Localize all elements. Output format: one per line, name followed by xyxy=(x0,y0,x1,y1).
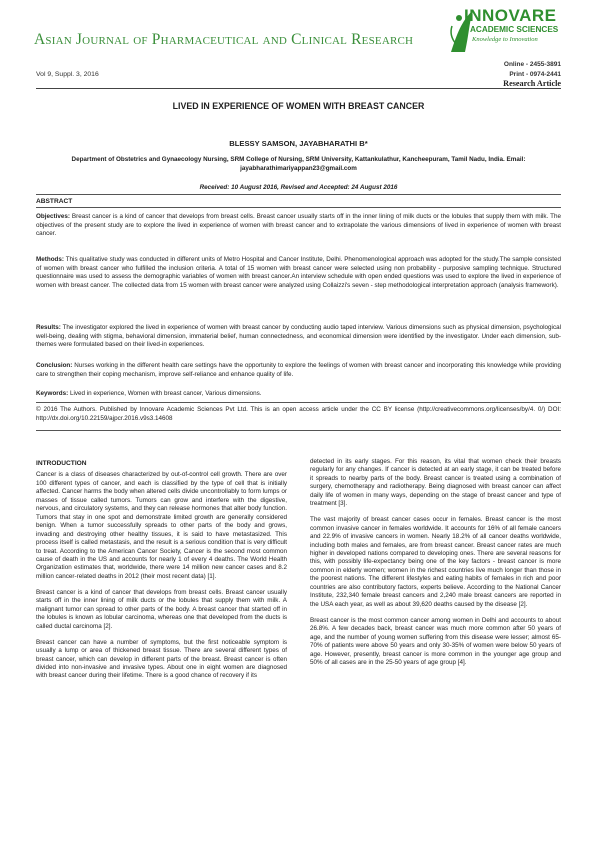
authors: BLESSY SAMSON, JAYABHARATHI B* xyxy=(229,139,368,148)
body-right-column xyxy=(310,458,561,675)
license-rule-top xyxy=(36,402,561,403)
abstract-rule-top xyxy=(36,194,561,195)
article-type: Research Article xyxy=(503,79,561,88)
body-paragraph: detected in its early stages. For this reason, its vital that women check their breasts regularly for any changes. If cancer is detected at an early stage, it can be treated before it spreads to nearby parts of the body. Breast cancer is treated using a combination of surgery, chemotherapy and radiotherapy. Being diagnosed with breast cancer can affect daily life of women in many ways, depending on the stage of breast cancer and type of treatment [3]. xyxy=(310,458,561,508)
journal-title: Asian Journal of Pharmaceutical and Clinical Research xyxy=(34,31,414,48)
objectives-paragraph xyxy=(36,213,561,239)
keywords-text: Lived in experience, Women with breast cancer, Various dimensions. xyxy=(68,390,262,397)
body-paragraph: Breast cancer is the most common cancer among women in Delhi and accounts to about 26.8%. A few decades back, breast cancer was much more common after 50 years of age, and the number of young women suffering from this disease were lesser; almost 65-70% of patients were above 50 years and only 30-35% of women were below 50 years of age. However, presently, breast cancer is more common in the younger age group and 50% of all cases are in the 25-50 years of age group [4]. xyxy=(310,616,561,666)
methods-text: This qualitative study was conducted in different units of Metro Hospital and Cancer Institute, Delhi. Phenomenological approach was adopted for the study.The sample consisted of women with breast cancer who fulfilled the inclusion criteria. A total of 15 women with breast cancer were selected using non probability - purposive sampling technique. Structured questionnaire was used to assess the demographic variables of women with breast cancer.An interview schedule with open ended questions was used to explore the lived in experience of women with breast cancer. The collected data from 15 women with breast cancer were analyzed using Collaizzi's seven - step methodological interpretation approach (analysis framework). xyxy=(36,256,561,290)
issn-print: Print - 0974-2441 xyxy=(509,71,561,78)
results-label: Results: xyxy=(36,324,61,331)
body-left-column xyxy=(36,460,287,688)
body-paragraph: Cancer is a class of diseases characterized by out-of-control cell growth. There are over 100 different types of cancer, and each is classified by the type of cell that is initially affected. Cancer harms the body when altered cells divide uncontrollably to form lumps or masses of tissue called tumors. Tumors can grow and interfere with the digestive, nervous, and circulatory systems, and they can release hormones that alter body function. Tumors that stay in one spot and demonstrate limited growth are generally considered benign. When a tumor successfully spreads to other parts of the body and grows, invading and destroying other healthy tissues, it is said to have metastasized. This process itself is called metastasis, and the result is a serious condition that is very difficult to treat. According to the American Cancer Society, Cancer is the second most common cause of death in the US and accounts for nearly 1 of every 4 deaths. The World Health Organization estimates that, worldwide, there were 14 million new cancer cases and 8.2 million cancer-related deaths in 2012 (their most recent data) [1]. xyxy=(36,471,287,580)
abstract-rule-bottom xyxy=(36,207,561,208)
body-paragraph: Breast cancer can have a number of symptoms, but the first noticeable symptom is usually a lump or area of thickened breast tissue. There are several different types of breast cancer, which can develop in different parts of the breast. Breast cancer is often divided into non-invasive and invasive types. About one in eight women are diagnosed with breast cancer during their lifetime. There is a good chance of recovery if its xyxy=(36,638,287,680)
header-rule xyxy=(36,88,561,89)
abstract-heading: ABSTRACT xyxy=(36,198,73,205)
logo-brand: INNOVARE xyxy=(464,6,557,25)
body-paragraph: The vast majority of breast cancer cases occur in females. Breast cancer is the most common invasive cancer in females worldwide. It accounts for 16% of all female cancers and 22.9% of invasive cancers in women. Nearly 18.2% of all cancer deaths worldwide, including both males and females, are from breast cancer. Breast cancer rates are much higher in developed nations compared to developing ones. There are several reasons for this, with possibly life-expectancy being one of the key factors - breast cancer is more common in elderly women; women in the richest countries live much longer than those in the poorest nations. The different lifestyles and eating habits of females in rich and poor countries are also contributory factors, experts believe. According to the National Cancer Institute, 232,340 female breast cancers and 2,240 male breast cancers are reported in the USA each year, as well as about 39,620 deaths caused by the disease [2]. xyxy=(310,516,561,608)
license-rule-bottom xyxy=(36,430,561,431)
logo-tagline: Knowledge to Innovation xyxy=(472,36,538,43)
body-paragraph: Breast cancer is a kind of cancer that develops from breast cells. Breast cancer usually starts off in the inner lining of milk ducts or the lobules that supply them with milk. A malignant tumor can spread to other parts of the body. A breast cancer that started off in the lobules is known as lobular carcinoma, whereas one that developed from the ducts is called ductal carcinoma [2]. xyxy=(36,588,287,630)
keywords-label: Keywords: xyxy=(36,390,69,397)
objectives-text: Breast cancer is a kind of cancer that develops from breast cells. Breast cancer usually starts off in the inner lining of milk ducts or the lobules that supply them with milk. The objectives of the present study are to explore the lived in experience of women with breast cancer and to extrapolate the various dimensions of lived in experience of women with breast cancer. xyxy=(36,213,561,238)
volume-info: Vol 9, Suppl. 3, 2016 xyxy=(36,71,99,78)
conclusion-label: Conclusion: xyxy=(36,362,73,369)
objectives-label: Objectives: xyxy=(36,213,70,220)
methods-paragraph xyxy=(36,256,561,291)
results-paragraph xyxy=(36,324,561,350)
issn-online: Online - 2455-3891 xyxy=(503,61,561,68)
methods-label: Methods: xyxy=(36,256,64,263)
keywords-paragraph xyxy=(36,390,561,399)
received-dates: Received: 10 August 2016, Revised and Accepted: 24 August 2016 xyxy=(199,184,398,191)
conclusion-text: Nurses working in the different health care settings have the opportunity to explore the feelings of women with breast cancer and incorporating this knowledge while providing care to strengthen their coping mechanism, improve self-reliance and enhance quality of life. xyxy=(36,362,561,378)
logo-subtitle: ACADEMIC SCIENCES xyxy=(470,25,559,34)
results-text: The investigator explored the lived in experience of women with breast cancer by conducting audio taped interview. Various dimensions such as physical dimension, psychological well-being, dealing with stigma, behavioral dimension, immaterial belief, human connectedness, and economical dimension were identified by the investigator. Under each dimension, sub-themes were formulated based on their lived-in experiences. xyxy=(36,324,561,349)
introduction-heading: INTRODUCTION xyxy=(36,460,87,467)
conclusion-paragraph xyxy=(36,362,561,379)
affiliation: Department of Obstetrics and Gynaecology Nursing, SRM College of Nursing, SRM University, Kattankulathur, Kancheepuram, Tamil Nadu, India. Email: jayabharathimariyappan23@gmail.com xyxy=(71,156,526,172)
paper-title: LIVED IN EXPERIENCE OF WOMEN WITH BREAST CANCER xyxy=(172,101,425,111)
license-text: © 2016 The Authors. Published by Innovare Academic Sciences Pvt Ltd. This is an open access article under the CC BY license (http://creativecommons.org/licenses/by/4. 0/) DOI: http://dx.doi.org/10.22159/ajpcr.2016.v9s3.14608 xyxy=(36,406,561,422)
